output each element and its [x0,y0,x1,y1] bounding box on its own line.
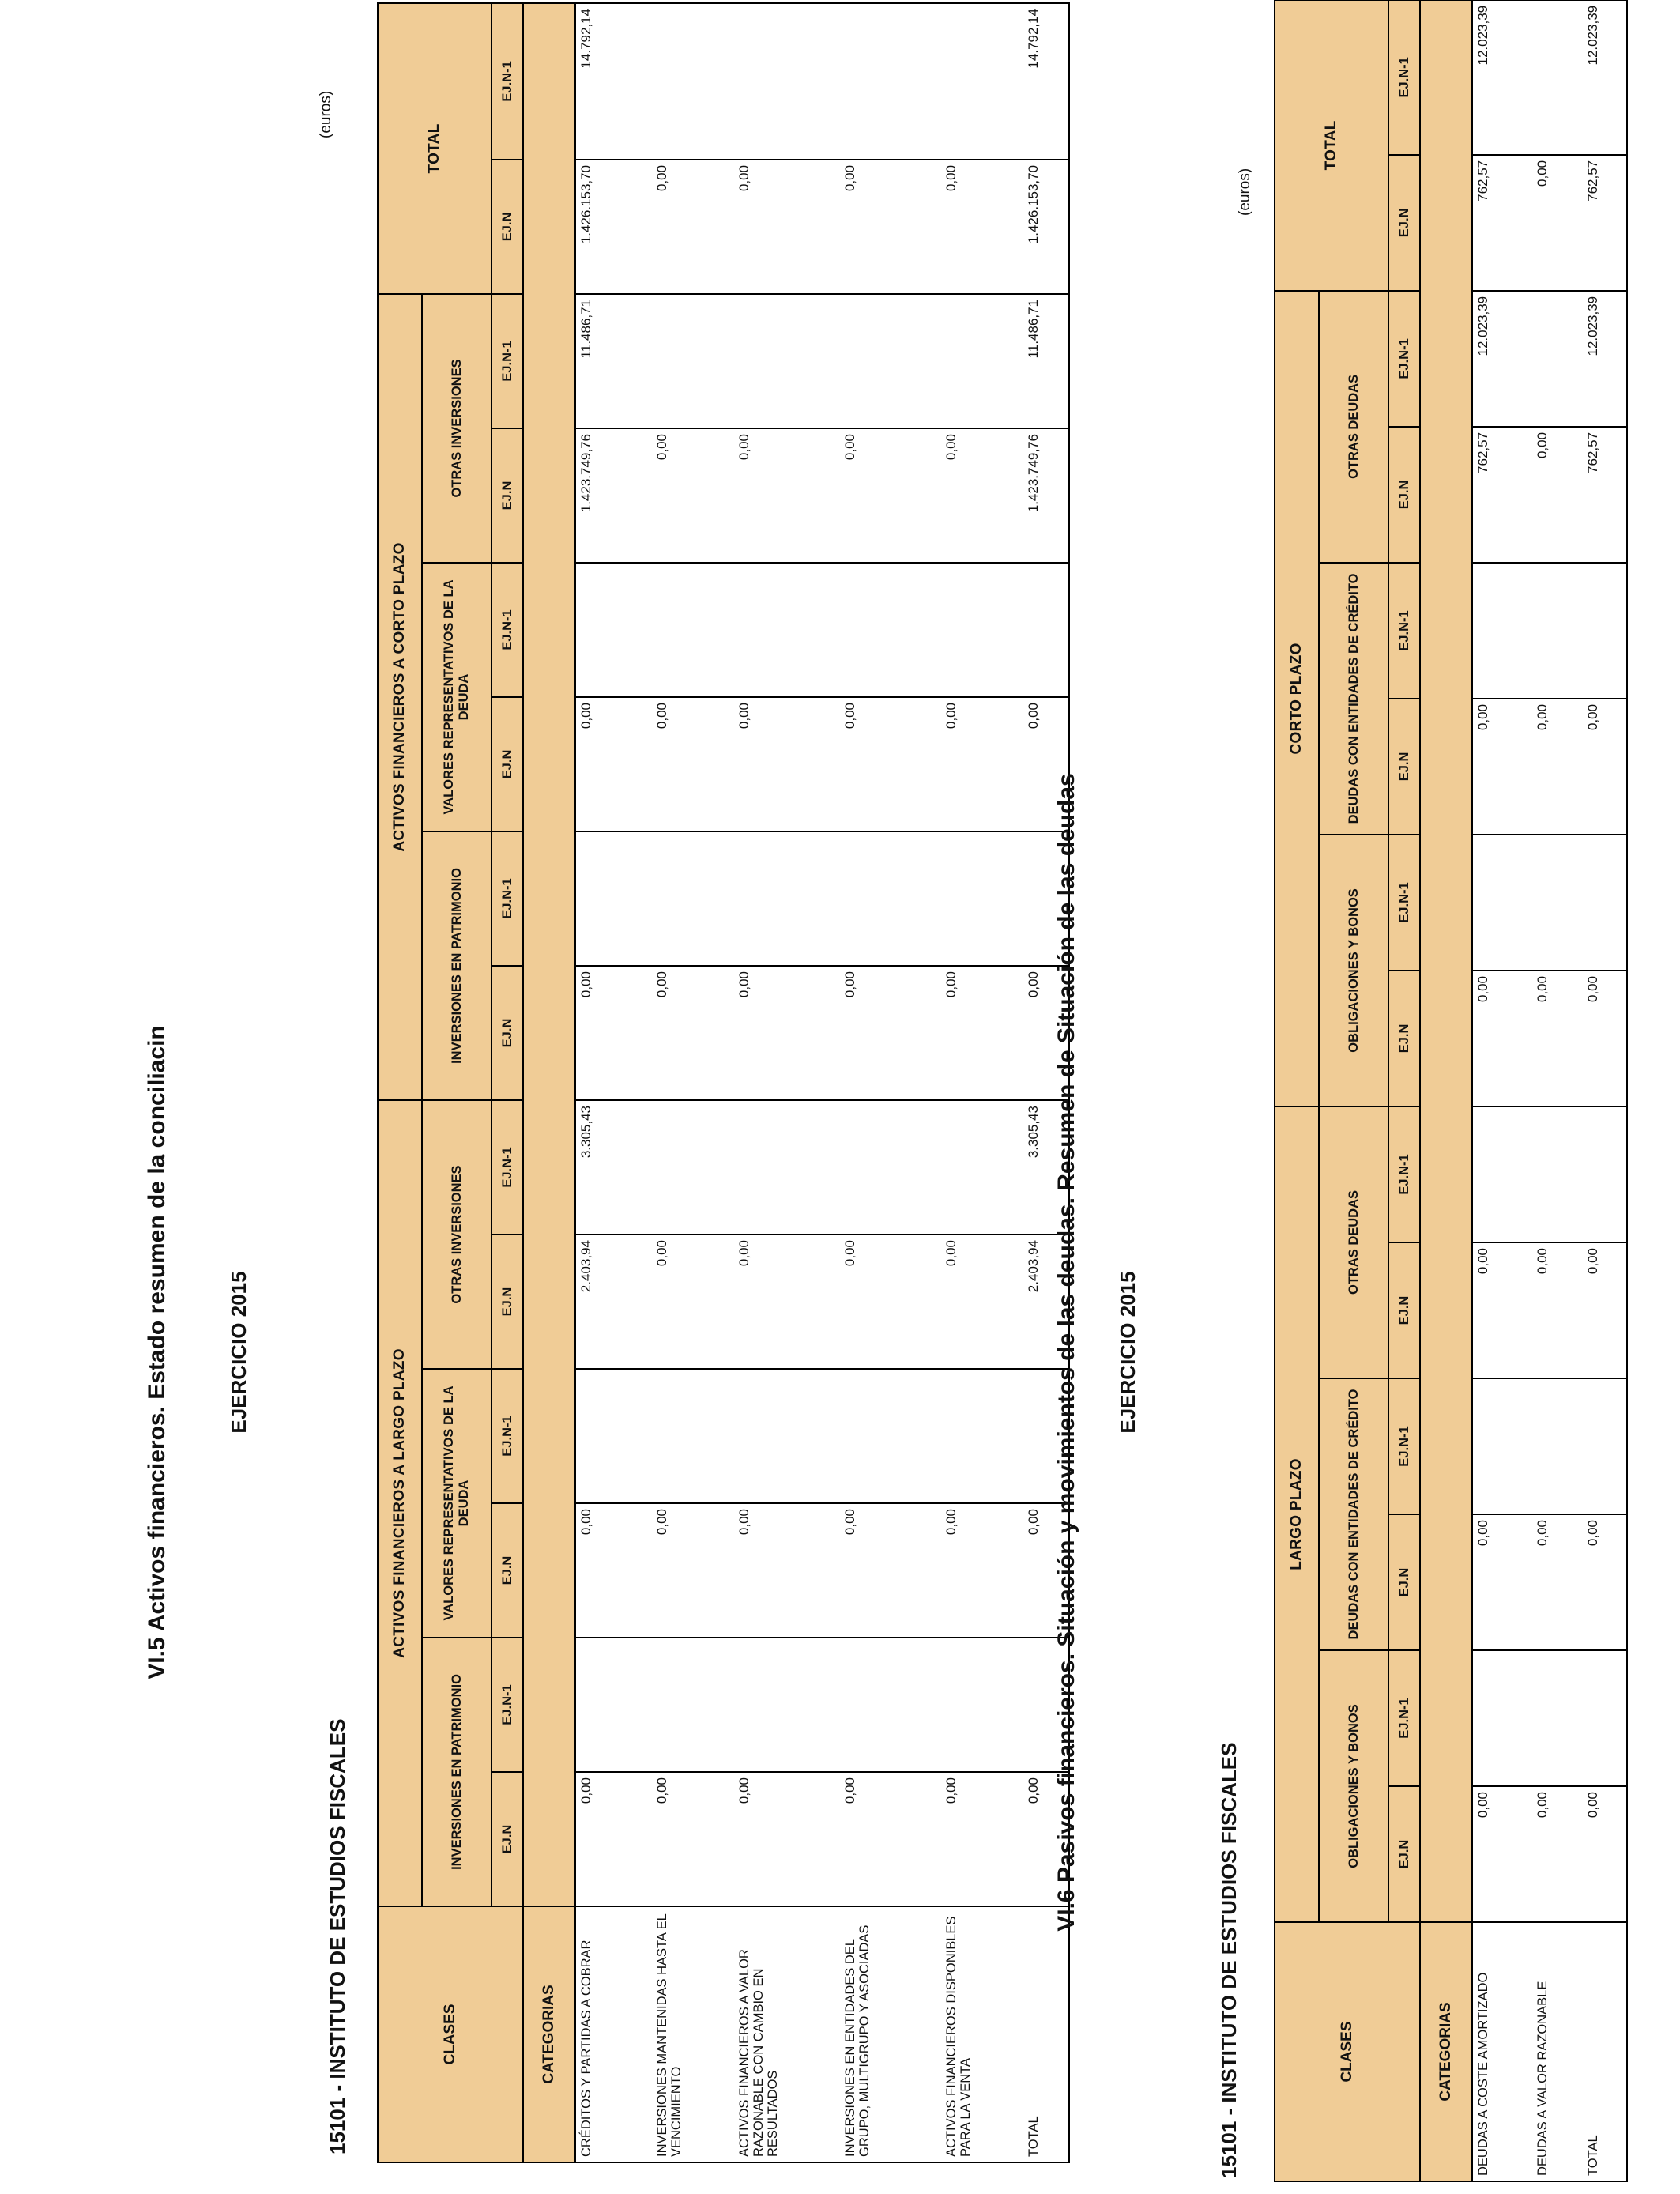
table1-categorias-header: CATEGORIAS [523,1906,575,2162]
col-header-ejn1: EJ.N-1 [492,563,523,697]
table2-clases-header: CLASES [1275,1922,1420,2181]
table2-financial-liabilities [1274,0,1628,2182]
value-cell: 0,00 [1472,1242,1532,1378]
value-cell: 0,00 [840,1235,941,1369]
value-cell: 1.423.749,76 [575,428,652,563]
value-cell: 12.023,39 [1583,0,1627,155]
col-header-ejn1: EJ.N-1 [1388,563,1420,699]
value-cell: 0,00 [734,1235,840,1369]
col-header-ejn: EJ.N [1388,699,1420,835]
row-category-label: ACTIVOS FINANCIEROS DISPONIBLES PARA LA VENTA [941,1906,1023,2162]
value-cell: 762,57 [1583,427,1627,563]
value-cell: 0,00 [1532,427,1583,563]
col-header-ejn: EJ.N [492,1503,523,1638]
col-header-ejn1: EJ.N-1 [492,294,523,428]
value-cell: 0,00 [840,697,941,831]
value-cell: 0,00 [1532,155,1583,291]
value-cell: 0,00 [840,428,941,563]
value-cell: 1.426.153,70 [575,160,652,294]
value-cell [652,294,734,428]
value-cell [1532,1106,1583,1242]
table2-units: (euros) [1237,168,1253,216]
col-header-ejn: EJ.N [492,697,523,831]
value-cell [1472,1650,1532,1786]
value-cell [575,563,652,697]
table2-group-long-term: LARGO PLAZO [1275,1106,1319,1922]
value-cell: 0,00 [941,160,1023,294]
value-cell: 3.305,43 [1023,1100,1069,1235]
table1-group-long-term: ACTIVOS FINANCIEROS A LARGO PLAZO [378,1100,422,1906]
value-cell [1532,0,1583,155]
table1-institution: 15101 - INSTITUTO DE ESTUDIOS FISCALES [326,1718,349,2154]
value-cell [652,563,734,697]
table1-financial-assets [377,2,1070,2163]
value-cell [840,563,941,697]
value-cell [840,1638,941,1772]
value-cell [734,563,840,697]
value-cell [734,831,840,966]
table1-title: VI.5 Activos financieros. Estado resumen de la conciliacin [144,1025,170,1679]
value-cell [1532,1378,1583,1514]
row-category-label: TOTAL [1023,1906,1069,2162]
col-header-ejn1: EJ.N-1 [492,3,523,160]
table1-group-short-term: ACTIVOS FINANCIEROS A CORTO PLAZO [378,294,422,1100]
col-header-ejn1: EJ.N-1 [1388,1378,1420,1514]
value-cell: 0,00 [652,966,734,1100]
value-cell: 0,00 [734,1503,840,1638]
value-cell: 3.305,43 [575,1100,652,1235]
table2-subtitle: EJERCICIO 2015 [1116,1271,1139,1434]
col-header-ejn: EJ.N [492,1235,523,1369]
value-cell [734,294,840,428]
value-cell [1583,563,1627,699]
table1-subgroup: OTRAS INVERSIONES [422,1100,492,1369]
value-cell [734,3,840,160]
value-cell: 762,57 [1472,427,1532,563]
col-header-ejn: EJ.N [1388,1514,1420,1650]
value-cell [1583,1378,1627,1514]
value-cell: 0,00 [575,1772,652,1906]
value-cell [941,1100,1023,1235]
value-cell [652,1638,734,1772]
row-category-label: DEUDAS A COSTE AMORTIZADO [1472,1922,1532,2181]
value-cell [1472,1378,1532,1514]
value-cell: 0,00 [1532,1242,1583,1378]
value-cell: 0,00 [734,697,840,831]
row-category-label: TOTAL [1583,1922,1627,2181]
table-row [941,3,1023,2162]
value-cell [840,1100,941,1235]
value-cell [1532,835,1583,971]
value-cell: 0,00 [1583,1242,1627,1378]
value-cell: 14.792,14 [1023,3,1069,160]
col-header-ejn: EJ.N [1388,1786,1420,1922]
value-cell: 0,00 [840,1503,941,1638]
col-header-ejn1: EJ.N-1 [492,1100,523,1235]
col-header-ejn1: EJ.N-1 [1388,1106,1420,1242]
value-cell [1472,563,1532,699]
table2-categorias-header: CATEGORIAS [1420,1922,1472,2181]
table2-subgroup: OBLIGACIONES Y BONOS [1319,835,1388,1106]
value-cell [1583,835,1627,971]
value-cell: 0,00 [652,160,734,294]
value-cell: 0,00 [1023,697,1069,831]
value-cell: 762,57 [1472,155,1532,291]
value-cell: 0,00 [941,1772,1023,1906]
table1-subgroup: VALORES REPRESENTATIVOS DE LA DEUDA [422,1369,492,1638]
table1-subtitle: EJERCICIO 2015 [227,1271,250,1434]
value-cell: 0,00 [734,428,840,563]
value-cell: 1.423.749,76 [1023,428,1069,563]
table-row [1532,0,1583,2181]
value-cell: 0,00 [1023,1503,1069,1638]
value-cell: 0,00 [734,160,840,294]
value-cell: 0,00 [652,1772,734,1906]
value-cell [941,1638,1023,1772]
table-row [1583,0,1627,2181]
value-cell [941,294,1023,428]
value-cell: 11.486,71 [1023,294,1069,428]
value-cell: 0,00 [575,1503,652,1638]
table-row [652,3,734,2162]
value-cell: 0,00 [1023,966,1069,1100]
value-cell: 0,00 [941,1503,1023,1638]
value-cell: 2.403,94 [575,1235,652,1369]
col-header-ejn1: EJ.N-1 [492,1369,523,1503]
col-header-ejn1: EJ.N-1 [1388,1650,1420,1786]
value-cell: 0,00 [840,966,941,1100]
table1-clases-header: CLASES [378,1906,523,2162]
col-header-ejn1: EJ.N-1 [492,831,523,966]
row-category-label: CRÉDITOS Y PARTIDAS A COBRAR [575,1906,652,2162]
value-cell: 0,00 [575,697,652,831]
value-cell [575,831,652,966]
col-header-ejn: EJ.N [1388,155,1420,291]
value-cell [734,1100,840,1235]
value-cell: 14.792,14 [575,3,652,160]
value-cell: 0,00 [1472,1514,1532,1650]
value-cell: 0,00 [840,160,941,294]
value-cell [1532,1650,1583,1786]
value-cell [1472,1106,1532,1242]
value-cell: 0,00 [1472,1786,1532,1922]
value-cell [652,1369,734,1503]
table2-subgroup: DEUDAS CON ENTIDADES DE CRÉDITO [1319,1378,1388,1650]
value-cell [1472,835,1532,971]
value-cell: 0,00 [1583,1786,1627,1922]
value-cell [941,563,1023,697]
value-cell: 0,00 [1532,1514,1583,1650]
col-header-ejn: EJ.N [1388,971,1420,1106]
value-cell [575,1638,652,1772]
value-cell: 12.023,39 [1472,291,1532,427]
table1-group-total: TOTAL [378,3,492,294]
table2-group-short-term: CORTO PLAZO [1275,291,1319,1106]
value-cell: 0,00 [1532,971,1583,1106]
table-row [734,3,840,2162]
value-cell: 12.023,39 [1583,291,1627,427]
value-cell: 0,00 [941,697,1023,831]
value-cell [1532,563,1583,699]
value-cell: 0,00 [1472,699,1532,835]
table1-subgroup: INVERSIONES EN PATRIMONIO [422,831,492,1100]
value-cell: 0,00 [1023,1772,1069,1906]
table2-group-total: TOTAL [1275,0,1388,291]
col-header-ejn: EJ.N [1388,427,1420,563]
table-row [575,3,652,2162]
value-cell: 11.486,71 [575,294,652,428]
value-cell [1583,1650,1627,1786]
value-cell: 0,00 [575,966,652,1100]
table2-institution: 15101 - INSTITUTO DE ESTUDIOS FISCALES [1217,1742,1241,2178]
table1-subgroup: OTRAS INVERSIONES [422,294,492,563]
col-header-ejn: EJ.N [492,1772,523,1906]
table1-subgroup: INVERSIONES EN PATRIMONIO [422,1638,492,1906]
value-cell: 12.023,39 [1472,0,1532,155]
table2-subgroup: OTRAS DEUDAS [1319,1106,1388,1378]
value-cell [840,3,941,160]
table-row [1472,0,1532,2181]
value-cell: 0,00 [1532,1786,1583,1922]
value-cell: 0,00 [652,697,734,831]
row-category-label: DEUDAS A VALOR RAZONABLE [1532,1922,1583,2181]
value-cell: 0,00 [652,428,734,563]
value-cell [575,1369,652,1503]
row-category-label: INVERSIONES MANTENIDAS HASTA EL VENCIMIENTO [652,1906,734,2162]
col-header-ejn: EJ.N [1388,1242,1420,1378]
row-category-label: ACTIVOS FINANCIEROS A VALOR RAZONABLE CON CAMBIO EN RESULTADOS [734,1906,840,2162]
value-cell: 762,57 [1583,155,1627,291]
value-cell: 0,00 [1583,699,1627,835]
value-cell [941,1369,1023,1503]
value-cell: 2.403,94 [1023,1235,1069,1369]
table2-title: VI.6 Pasivos financieros. Situación y movimientos de las deudas. Resumen de Situación de las deudas [1053,773,1079,1932]
table1-units: (euros) [318,90,334,138]
value-cell: 0,00 [941,1235,1023,1369]
value-cell [1532,291,1583,427]
value-cell: 0,00 [734,966,840,1100]
value-cell: 0,00 [1532,699,1583,835]
col-header-ejn1: EJ.N-1 [1388,835,1420,971]
value-cell: 0,00 [652,1503,734,1638]
value-cell: 0,00 [941,428,1023,563]
col-header-ejn1: EJ.N-1 [492,1638,523,1772]
value-cell [941,3,1023,160]
value-cell [652,3,734,160]
value-cell [941,831,1023,966]
value-cell [652,831,734,966]
value-cell [1583,1106,1627,1242]
value-cell [652,1100,734,1235]
value-cell: 0,00 [652,1235,734,1369]
value-cell: 0,00 [1472,971,1532,1106]
value-cell: 1.426.153,70 [1023,160,1069,294]
value-cell [840,1369,941,1503]
col-header-ejn1: EJ.N-1 [1388,291,1420,427]
table2-subgroup: OBLIGACIONES Y BONOS [1319,1650,1388,1922]
table-row [840,3,941,2162]
row-category-label: INVERSIONES EN ENTIDADES DEL GRUPO, MULTIGRUPO Y ASOCIADAS [840,1906,941,2162]
col-header-ejn: EJ.N [492,160,523,294]
col-header-ejn: EJ.N [492,428,523,563]
value-cell: 0,00 [840,1772,941,1906]
col-header-ejn: EJ.N [492,966,523,1100]
col-header-ejn1: EJ.N-1 [1388,0,1420,155]
value-cell: 0,00 [734,1772,840,1906]
table2-subgroup: DEUDAS CON ENTIDADES DE CRÉDITO [1319,563,1388,835]
value-cell [840,831,941,966]
value-cell [840,294,941,428]
value-cell: 0,00 [941,966,1023,1100]
value-cell [734,1369,840,1503]
value-cell: 0,00 [1583,1514,1627,1650]
table1-subgroup: VALORES REPRESENTATIVOS DE LA DEUDA [422,563,492,831]
value-cell: 0,00 [1583,971,1627,1106]
table2-subgroup: OTRAS DEUDAS [1319,291,1388,563]
value-cell [734,1638,840,1772]
